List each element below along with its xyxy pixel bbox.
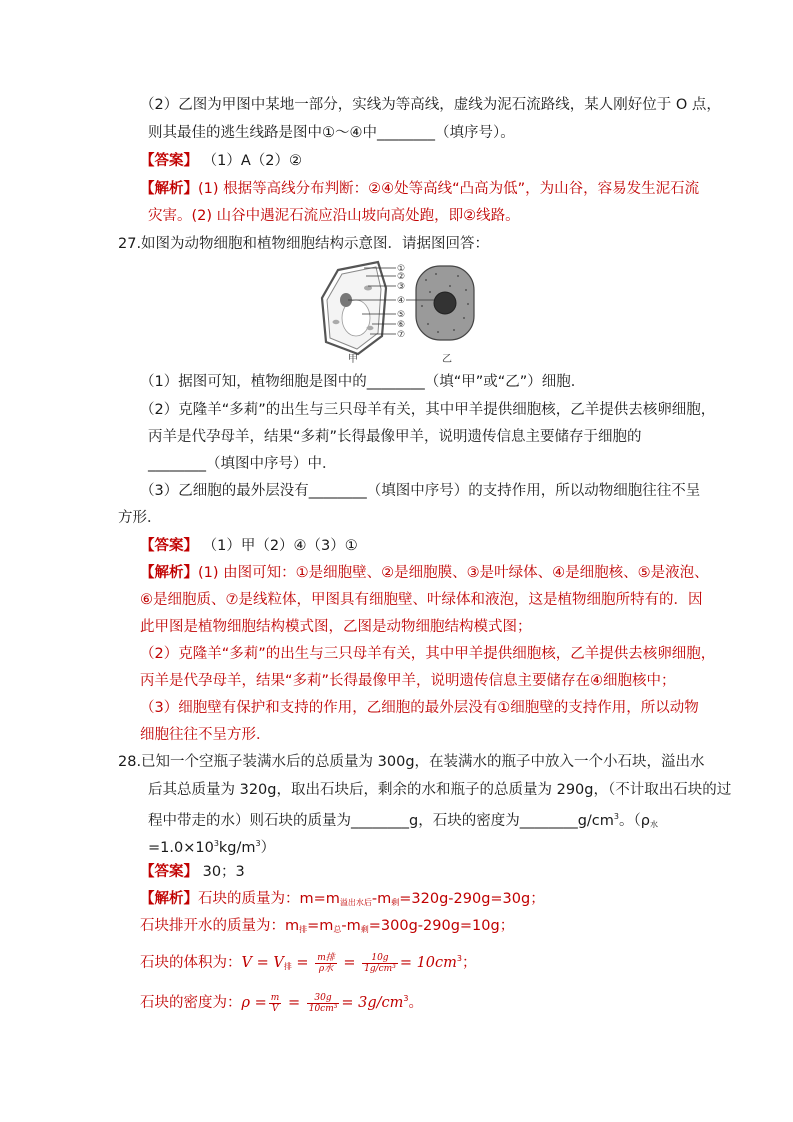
analysis-text: -m bbox=[371, 891, 392, 907]
answer-tag: 【答案】 bbox=[140, 864, 198, 880]
stem-text: 程中带走的水）则石块的质量为________g，石块的密度为________g/cm bbox=[148, 813, 614, 829]
q27-analysis-line6: （3）细胞壁有保护和支持的作用，乙细胞的最外层没有①细胞壁的支持作用，所以动物 bbox=[140, 700, 699, 716]
stem-text: =1.0×10 bbox=[148, 840, 214, 856]
formula: ρ = bbox=[241, 995, 267, 1011]
fraction: $\frac{30g}{\text{10cm³}}$ bbox=[308, 992, 338, 1014]
analysis-text: 。 bbox=[408, 995, 423, 1011]
label-4: ④ bbox=[397, 296, 406, 306]
fraction: $\frac{\text{m排}}{\text{ρ水}}$ bbox=[317, 952, 335, 974]
label-1: ① bbox=[397, 264, 406, 274]
analysis-text: ； bbox=[462, 955, 477, 971]
subscript: 排 bbox=[299, 925, 308, 934]
chloroplast bbox=[333, 320, 340, 324]
q27-answer bbox=[140, 536, 358, 556]
cell-structure-diagram bbox=[318, 258, 478, 366]
caption-yi: 乙 bbox=[442, 354, 452, 365]
q28-analysis-volume: 石块的体积为：$V = V_排$ = $\frac{\text{m排}}{\text{ρ水}}$ = $\frac{10g}{\text{1g/cm³}}$ = $10cm^3$； bbox=[140, 952, 477, 974]
label-5: ⑤ bbox=[397, 310, 406, 320]
label-numbers bbox=[397, 264, 405, 340]
stem-text: ） bbox=[260, 840, 276, 856]
q28-stem-line2: 后其总质量为 320g，取出石块后，剩余的水和瓶子的总质量为 290g，（不计取出石块的过 bbox=[148, 782, 732, 798]
analysis-tag: 【解析】 bbox=[140, 565, 198, 581]
analysis-text: =300g-290g=10g； bbox=[368, 918, 515, 934]
label-7: ⑦ bbox=[397, 330, 406, 340]
q28-analysis-density: 石块的密度为：ρ = $\frac{m}{V}$ = $\frac{30g}{\text{10cm³}}$ = $3g/cm^3$。 bbox=[140, 992, 423, 1014]
q27-p3-line2: 方形． bbox=[118, 510, 162, 526]
superscript: 3 bbox=[456, 954, 462, 963]
formula: = 10cm bbox=[399, 955, 457, 971]
q28-analysis-displaced bbox=[140, 916, 514, 940]
fraction: $\frac{10g}{\text{1g/cm³}}$ bbox=[364, 952, 396, 974]
label-3: ③ bbox=[397, 282, 406, 292]
label-6: ⑥ bbox=[397, 320, 406, 330]
q26-analysis-line2: 灾害。(2) 山谷中遇泥石流应沿山坡向高处跑，即②线路。 bbox=[148, 208, 520, 224]
answer-tag: 【答案】 bbox=[140, 153, 198, 169]
q27-p1: （1）据图可知，植物细胞是图中的________（填“甲”或“乙”）细胞． bbox=[140, 374, 586, 390]
answer-tag: 【答案】 bbox=[140, 538, 198, 554]
q27-stem: 27.如图为动物细胞和植物细胞结构示意图．请据图回答： bbox=[118, 236, 490, 252]
chloroplast bbox=[367, 326, 374, 330]
analysis-tag: 【解析】 bbox=[140, 891, 198, 907]
q27-analysis-line4: （2）克隆羊“多莉”的出生与三只母羊有关，其中甲羊提供细胞核，乙羊提供去核卵细胞， bbox=[140, 646, 716, 662]
analysis-text: 石块的密度为： bbox=[140, 995, 242, 1011]
answer-text: 30；3 bbox=[202, 864, 245, 880]
q27-analysis-line2: ⑥是细胞质、⑦是线粒体，甲图具有细胞壁、叶绿体和液泡，这是植物细胞所特有的．因 bbox=[140, 592, 703, 608]
q28-answer bbox=[140, 862, 245, 882]
subscript: 总 bbox=[333, 925, 342, 934]
q27-analysis-line3: 此甲图是植物细胞结构模式图，乙图是动物细胞结构模式图； bbox=[140, 619, 532, 635]
label-2: ② bbox=[397, 272, 406, 282]
q27-analysis-line5: 丙羊是代孕母羊，结果“多莉”长得最像甲羊，说明遗传信息主要储存在④细胞核中； bbox=[140, 673, 676, 689]
analysis-text: =m bbox=[307, 918, 334, 934]
q26-part2-line2: 则其最佳的逃生线路是图中①～④中________（填序号）。 bbox=[148, 125, 515, 141]
q27-p3-line1: （3）乙细胞的最外层没有________（填图中序号）的支持作用，所以动物细胞往往不呈 bbox=[140, 483, 701, 499]
q26-answer bbox=[140, 151, 302, 171]
q28-stem-line3 bbox=[148, 807, 658, 835]
q27-p2-line1: （2）克隆羊“多莉”的出生与三只母羊有关，其中甲羊提供细胞核，乙羊提供去核卵细胞， bbox=[140, 402, 716, 418]
formula: V = V bbox=[241, 955, 284, 971]
q27-p2-line3: ________（填图中序号）中． bbox=[148, 456, 337, 472]
animal-nucleus bbox=[434, 292, 456, 314]
fraction: $\frac{m}{V}$ bbox=[270, 992, 280, 1014]
subscript: 排 bbox=[283, 962, 292, 971]
stem-text: kg/m bbox=[218, 840, 256, 856]
answer-text: （1）A（2）② bbox=[202, 153, 302, 169]
analysis-text: (1) 由图可知：①是细胞壁、②是细胞膜、③是叶绿体、④是细胞核、⑤是液泡、 bbox=[198, 565, 709, 581]
caption-jia: 甲 bbox=[348, 354, 358, 365]
q28-analysis-mass bbox=[140, 889, 545, 913]
subscript: 剩 bbox=[360, 925, 369, 934]
subscript: 溢出水后 bbox=[339, 898, 372, 907]
analysis-text: (1) 根据等高线分布判断：②④处等高线“凸高为低”，为山谷，容易发生泥石流 bbox=[198, 181, 700, 197]
analysis-text: =320g-290g=30g； bbox=[399, 891, 545, 907]
q27-analysis-line7: 细胞往往不呈方形． bbox=[140, 727, 271, 743]
q26-analysis-line1 bbox=[140, 179, 699, 199]
q28-stem-line1: 28.已知一个空瓶子装满水后的总质量为 300g，在装满水的瓶子中放入一个小石块，溢出水 bbox=[118, 754, 705, 770]
q28-stem-line4 bbox=[148, 834, 275, 858]
q27-analysis-line1 bbox=[140, 563, 709, 583]
superscript: 3 bbox=[403, 994, 409, 1003]
superscript: 3 bbox=[213, 839, 219, 848]
analysis-tag: 【解析】 bbox=[140, 181, 198, 197]
analysis-text: -m bbox=[341, 918, 361, 934]
stem-text: 。（ρ bbox=[618, 813, 650, 829]
superscript: 3 bbox=[613, 812, 619, 821]
analysis-text: 石块的质量为：m=m bbox=[198, 891, 340, 907]
subscript: 水 bbox=[649, 820, 658, 829]
q27-p2-line2: 丙羊是代孕母羊，结果“多莉”长得最像甲羊，说明遗传信息主要储存于细胞的 bbox=[148, 429, 642, 445]
answer-text: （1）甲（2）④（3）① bbox=[202, 538, 358, 554]
analysis-text: 石块排开水的质量为：m bbox=[140, 918, 300, 934]
formula: = 3g/cm bbox=[341, 995, 404, 1011]
q26-part2-line1: （2）乙图为甲图中某地一部分，实线为等高线，虚线为泥石流路线，某人刚好位于 O 点， bbox=[140, 97, 721, 113]
superscript: 3 bbox=[255, 839, 261, 848]
subscript: 剩 bbox=[391, 898, 400, 907]
analysis-text: 石块的体积为： bbox=[140, 955, 242, 971]
